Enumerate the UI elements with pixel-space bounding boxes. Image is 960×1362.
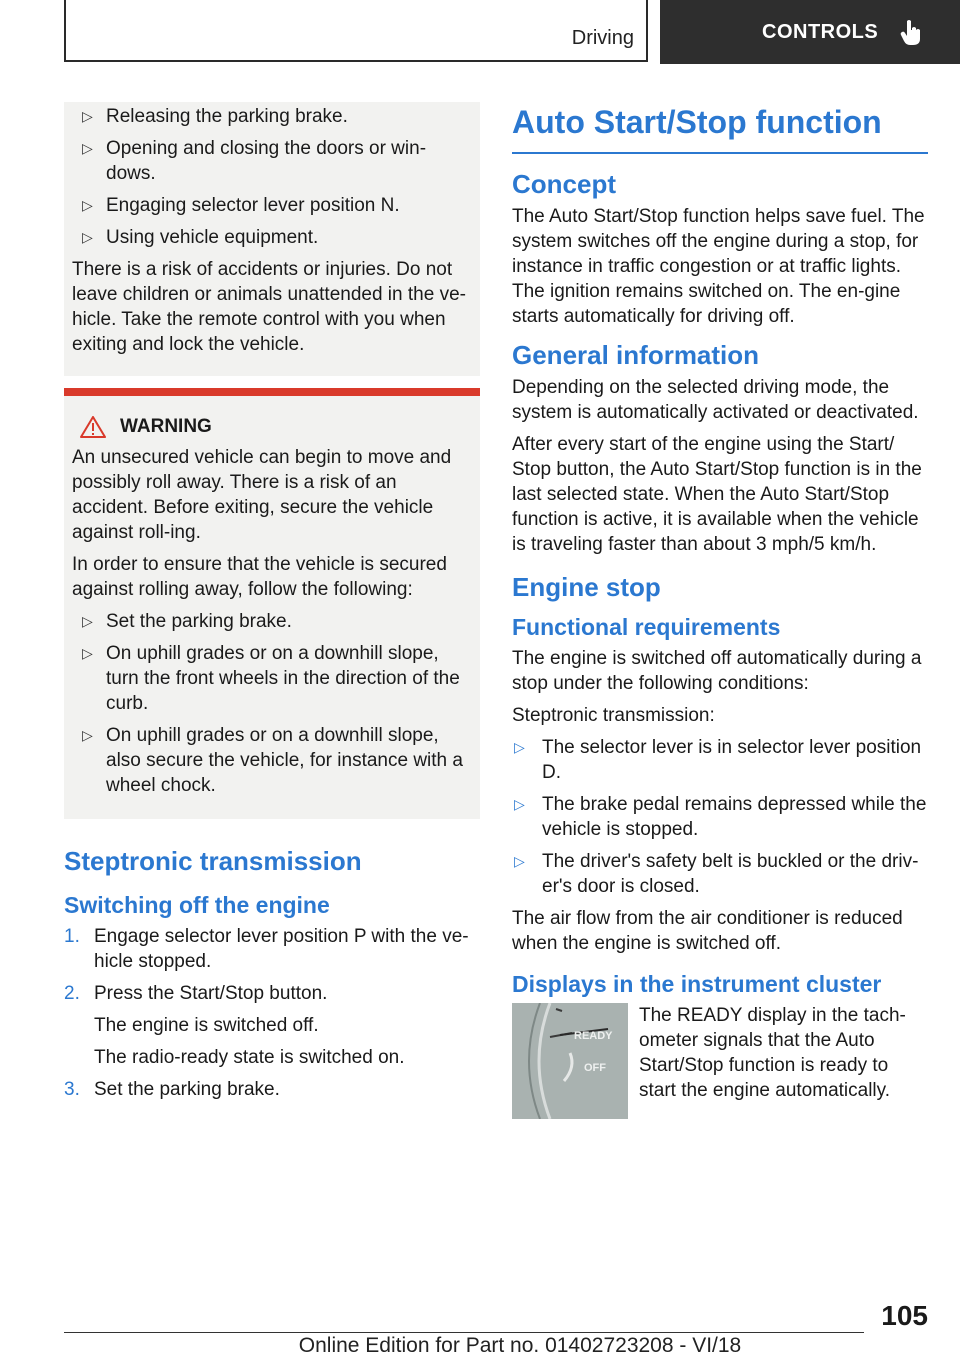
concept-heading: Concept <box>512 169 616 199</box>
top-bullet-list <box>72 104 472 250</box>
list-item: ▷ Using vehicle equipment. <box>82 227 319 248</box>
displays-text: The READY display in the tach-ometer signals that the Auto Start/Stop function is ready to start the engine automatically. <box>639 1005 906 1101</box>
triangle-bullet-icon: ▷ <box>82 197 93 213</box>
triangle-bullet-icon: ▷ <box>514 853 525 869</box>
triangle-bullet-icon: ▷ <box>82 229 93 245</box>
general-heading: General information <box>512 340 760 370</box>
hand-pointer-icon <box>900 19 922 45</box>
triangle-bullet-icon: ▷ <box>82 613 93 629</box>
general-text-2: After every start of the engine using the Start/ Stop button, the Auto Start/Stop function is in the last selected state. When the Auto Start/Stop function is active, it is available when the vehicle is traveling faster than about 3 mph/5 km/h. <box>512 434 922 555</box>
concept-text: The Auto Start/Stop function helps save fuel. The system switches off the engine during a stop, for instance in traffic congestion or at traffic lights. The ignition remains switched on. The en-gine starts automatically for driving off. <box>512 206 925 327</box>
header-chapter-title: CONTROLS <box>762 20 879 43</box>
list-item: ▷ On uphill grades or on a downhill slope, turn the front wheels in the direction of the curb. <box>82 643 460 714</box>
header-chapter-tab <box>660 0 960 64</box>
right-column <box>512 102 928 1119</box>
functional-heading: Functional requirements <box>512 614 781 640</box>
footer-edition: Online Edition for Part no. 01402723208 - VI/18 <box>298 1334 742 1357</box>
displays-heading: Displays in the instrument cluster <box>512 971 882 997</box>
general-text-1: Depending on the selected driving mode, the system is automatically activated or deactivated. <box>512 377 919 423</box>
list-item: ▷ The driver's safety belt is buckled or the driv-er's door is closed. <box>514 851 919 897</box>
warning-triangle-icon <box>80 416 106 438</box>
list-item: ▷ Releasing the parking brake. <box>82 106 348 127</box>
triangle-bullet-icon: ▷ <box>82 108 93 124</box>
list-item: ▷ The selector lever is in selector lever position D. <box>514 737 922 783</box>
triangle-bullet-icon: ▷ <box>82 140 93 156</box>
triangle-bullet-icon: ▷ <box>514 739 525 755</box>
risk-text: There is a risk of accidents or injuries. Do not leave children or animals unattended in the ve-hicle. Take the remote control with you when exiting and lock the vehicle. <box>72 259 466 355</box>
functional-text: The engine is switched off automatically during a stop under the following conditions: <box>512 648 922 694</box>
gauge-off-label: OFF <box>584 1062 606 1074</box>
warning-text-1: An unsecured vehicle can begin to move and possibly roll away. There is a risk of an accident. Before exiting, secure the vehicle against roll-ing. <box>72 447 452 543</box>
warning-box <box>64 388 480 819</box>
header-section-box <box>64 0 648 62</box>
list-item: 3. Set the parking brake. <box>64 1079 280 1100</box>
list-item: ▷ Set the parking brake. <box>82 611 292 632</box>
left-column <box>64 102 480 1109</box>
warning-text-2: In order to ensure that the vehicle is secured against rolling away, follow the following: <box>72 554 447 600</box>
warning-header <box>72 414 472 439</box>
airflow-text: The air flow from the air conditioner is reduced when the engine is switched off. <box>512 908 903 954</box>
list-item: 1. Engage selector lever position P with the ve-hicle stopped. <box>64 926 469 972</box>
warning-label: WARNING <box>120 416 212 437</box>
triangle-bullet-icon: ▷ <box>82 645 93 661</box>
list-item: ▷ Opening and closing the doors or win-dows. <box>82 138 427 184</box>
gauge-ready-label: READY <box>574 1030 613 1042</box>
list-item: ▷ Engaging selector lever position N. <box>82 195 400 216</box>
conditions-list <box>512 735 928 899</box>
switch-off-heading: Switching off the engine <box>64 892 330 918</box>
triangle-bullet-icon: ▷ <box>82 727 93 743</box>
page-number: 105 <box>881 1300 928 1331</box>
engine-stop-heading: Engine stop <box>512 572 661 602</box>
list-item: 2. Press the Start/Stop button. The engine is switched off. The radio-ready state is switched on. <box>64 983 405 1068</box>
list-item: ▷ The brake pedal remains depressed while the vehicle is stopped. <box>514 794 927 840</box>
tachometer-ready-image <box>512 1003 628 1119</box>
list-item: ▷ On uphill grades or on a downhill slope, also secure the vehicle, for instance with a wheel chock. <box>82 725 463 796</box>
warning-bullet-list <box>72 609 472 798</box>
risk-box <box>64 102 480 376</box>
displays-figure-row <box>512 1003 928 1119</box>
triangle-bullet-icon: ▷ <box>514 796 525 812</box>
header-section-title: Driving <box>571 27 634 49</box>
page-title: Auto Start/Stop function <box>512 102 928 154</box>
footer-divider <box>64 1332 864 1333</box>
switch-off-steps <box>64 924 480 1102</box>
steptronic-label: Steptronic transmission: <box>512 705 715 726</box>
steptronic-heading: Steptronic transmission <box>64 846 362 876</box>
